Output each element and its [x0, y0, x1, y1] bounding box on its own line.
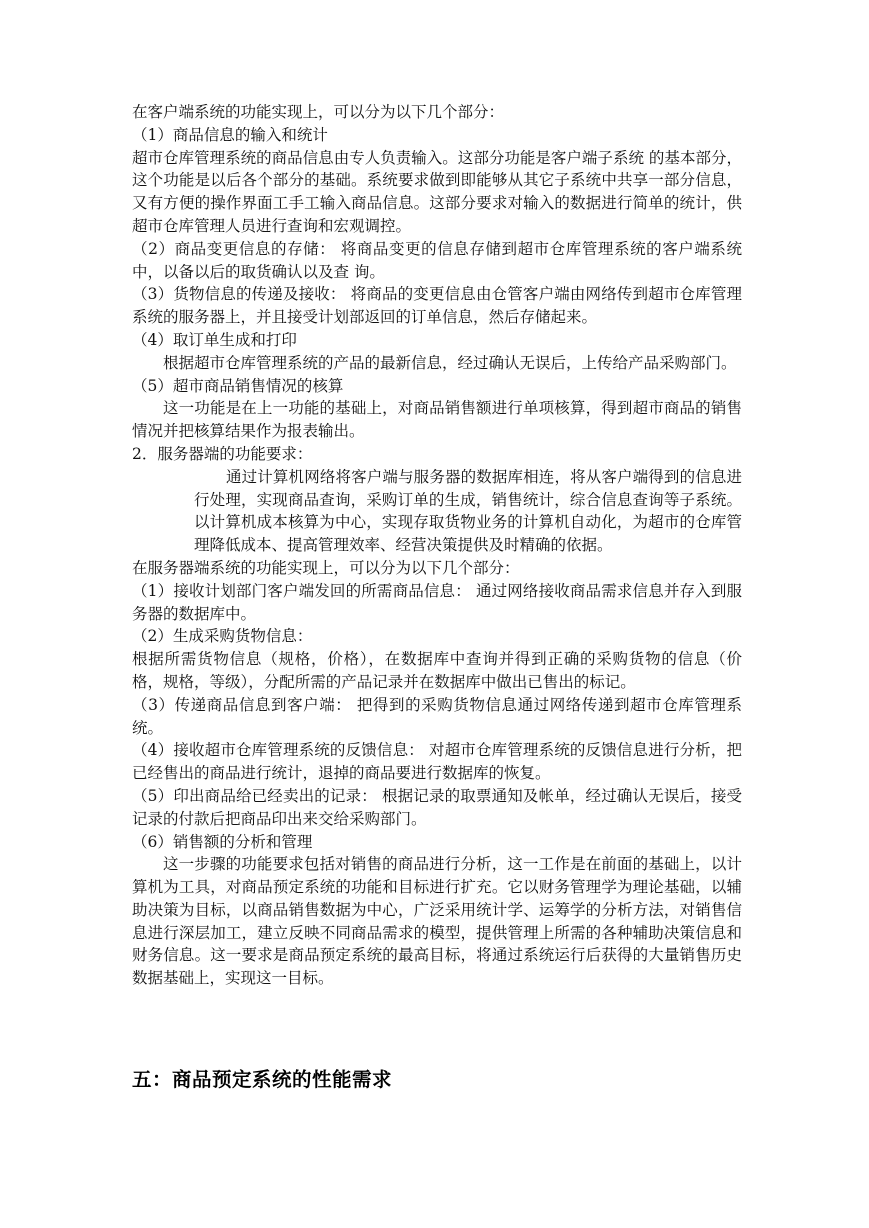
client-item4-body: 根据超市仓库管理系统的产品的最新信息，经过确认无误后，上传给产品采购部门。 — [163, 353, 737, 372]
server-item2-body: 根据所需货物信息（规格，价格），在数据库中查询并得到正确的采购货物的信息（价格，规格，等级），分配所需的产品记录并在数据库中做出已售出的标记。 — [132, 650, 742, 691]
client-item4-title: （4）取订单生成和打印 — [132, 330, 297, 349]
server-item5: （5）印出商品给已经卖出的记录： 根据记录的取票通知及帐单，经过确认无误后，接受记录的付款后把商品印出来交给采购部门。 — [132, 786, 742, 828]
client-item3: （3）货物信息的传递及接收： 将商品的变更信息由仓管客户端由网络传到超市仓库管理系统的服务器上，并且接受计划部返回的订单信息，然后存储起来。 — [132, 285, 742, 327]
client-item5-body: 这一功能是在上一功能的基础上，对商品销售额进行单项核算，得到超市商品的销售情况并把核算结果作为报表输出。 — [132, 399, 742, 441]
server-item6-title: （6）销售额的分析和管理 — [132, 832, 313, 851]
client-item5-title: （5）超市商品销售情况的核算 — [132, 376, 344, 395]
server-item4: （4）接收超市仓库管理系统的反馈信息： 对超市仓库管理系统的反馈信息进行分析，把已经售出的商品进行统计，退掉的商品要进行数据库的恢复。 — [132, 741, 742, 783]
server-item1: （1）接收计划部门客户端发回的所需商品信息： 通过网络接收商品需求信息并存入到服务器的数据库中。 — [132, 581, 742, 623]
body-text — [132, 101, 742, 990]
client-item1-body: 超市仓库管理系统的商品信息由专人负责输入。这部分功能是客户端子系统 的基本部分，这个功能是以后各个部分的基础。系统要求做到即能够从其它子系统中共享一部分信息，又有方便的操作界面工手工输入商品信息。这部分要求对输入的数据进行简单的统计，供超市仓库管理人员进行查询和宏观调控。 — [132, 148, 742, 235]
client-item2: （2）商品变更信息的存储： 将商品变更的信息存储到超市仓库管理系统的客户端系统中，以备以后的取货确认以及查 询。 — [132, 239, 742, 281]
server-item2-title: （2）生成采购货物信息： — [132, 627, 313, 646]
client-item1-title: （1）商品信息的输入和统计 — [132, 125, 328, 144]
server-title: 2．服务器端的功能要求： — [132, 444, 313, 463]
server-item3: （3）传递商品信息到客户端： 把得到的采购货物信息通过网络传递到超市仓库管理系统。 — [132, 695, 742, 737]
server-block: 通过计算机网络将客户端与服务器的数据库相连，将从客户端得到的信息进行处理，实现商品查询，采购订单的生成，销售统计，综合信息查询等子系统。以计算机成本核算为中心，实现存取货物业务的计算机自动化，为超市的仓库管理降低成本、提高管理效率、经营决策提供及时精确的依据。 — [194, 467, 742, 555]
server-item6-body: 这一步骤的功能要求包括对销售的商品进行分析，这一工作是在前面的基础上，以计算机为工具，对商品预定系统的功能和目标进行扩充。它以财务管理学为理论基础，以辅助决策为目标，以商品销售数据为中心，广泛采用统计学、运筹学的分析方法，对销售信息进行深层加工，建立反映不同商品需求的模型，提供管理上所需的各种辅助决策信息和财务信息。这一要求是商品预定系统的最高目标，将通过系统运行后获得的大量销售历史数据基础上，实现这一目标。 — [132, 855, 742, 988]
section-heading: 五：商品预定系统的性能需求 — [132, 1068, 393, 1091]
client-intro: 在客户端系统的功能实现上，可以分为以下几个部分： — [132, 103, 505, 121]
server-intro: 在服务器端系统的功能实现上，可以分为以下几个部分： — [132, 558, 520, 577]
